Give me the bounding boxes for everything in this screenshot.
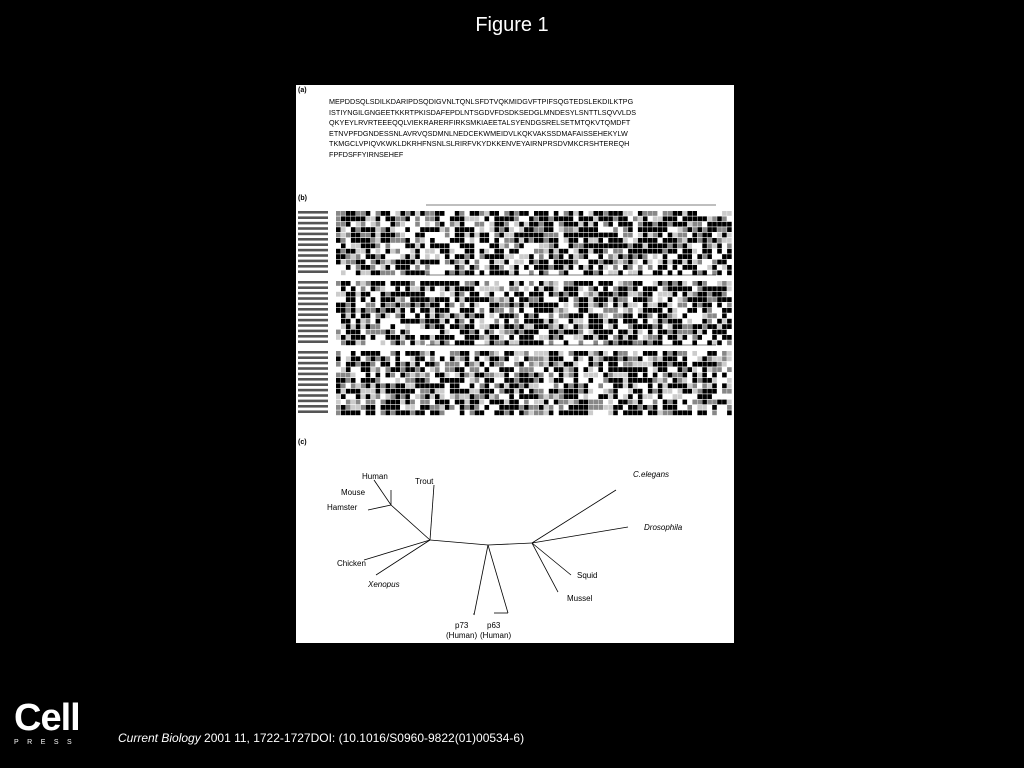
tree-label-mussel: Mussel xyxy=(567,594,593,603)
panel-a-label: (a) xyxy=(298,87,307,94)
cell-press-logo xyxy=(14,697,86,746)
tree-label-mouse: Mouse xyxy=(341,488,366,497)
slide-title: Figure 1 xyxy=(475,14,549,36)
tree-label-p63-sub: (Human) xyxy=(480,631,512,640)
sequence-line: FPFDSFFYIRNSEHEF xyxy=(329,149,404,159)
sequence-line: ETNVPFDGNDESSNLAVRVQSDMNLNEDCEKWMEIDVLKQKVAKSSDMAFAISSEHEKYLW xyxy=(329,128,628,138)
citation xyxy=(118,731,524,745)
tree-label-trout: Trout xyxy=(415,477,434,486)
tree-label-p73: p73 xyxy=(455,621,469,630)
tree-label-celegans: C.elegans xyxy=(633,470,670,479)
tree-label-p73-sub: (Human) xyxy=(446,631,478,640)
tree-label-chicken: Chicken xyxy=(337,559,366,568)
sequence-line: MEPDDSQLSDILKDARIPDSQDIGVNLTQNLSFDTVQKMIDGVFTPIFSQGTEDSLEKDILKTPG xyxy=(329,97,634,106)
tree-label-p63: p63 xyxy=(487,621,501,630)
tree-label-human: Human xyxy=(362,472,388,481)
phylogenetic-tree xyxy=(296,85,734,643)
panel-c-label: (c) xyxy=(298,439,307,446)
tree-label-squid: Squid xyxy=(577,571,598,580)
figure-panel xyxy=(296,85,734,643)
tree-label-xenopus: Xenopus xyxy=(368,580,400,589)
citation-details: 2001 11, 1722-1727DOI: (10.1016/S0960-9822(01)00534-6) xyxy=(200,731,525,745)
citation-journal: Current Biology xyxy=(118,731,201,745)
logo-word: Cell xyxy=(14,697,80,739)
sequence-line: QKYEYLRVRTEEEQQLVIEKRARERFIRKSMKIAEETALSYENDGSRELSETMTQKVTQMDFT xyxy=(329,118,631,128)
logo-sub: PRESS xyxy=(14,739,81,746)
tree-label-hamster: Hamster xyxy=(327,503,358,512)
sequence-line: ISTIYNGILGNGEETKKRTPKISDAFEPDLNTSGDVFDSDKSEDGLMNDESYLSNTTLSQVVLDS xyxy=(329,107,637,117)
panel-b-label: (b) xyxy=(298,195,307,202)
sequence-line: TKMGCLVPIQVKWKLDKRHFNSNLSLRIRFVKYDKKENVEYAIRNPRSDVMKCRSHTEREQH xyxy=(329,139,630,149)
tree-label-drosophila: Drosophila xyxy=(644,523,683,532)
